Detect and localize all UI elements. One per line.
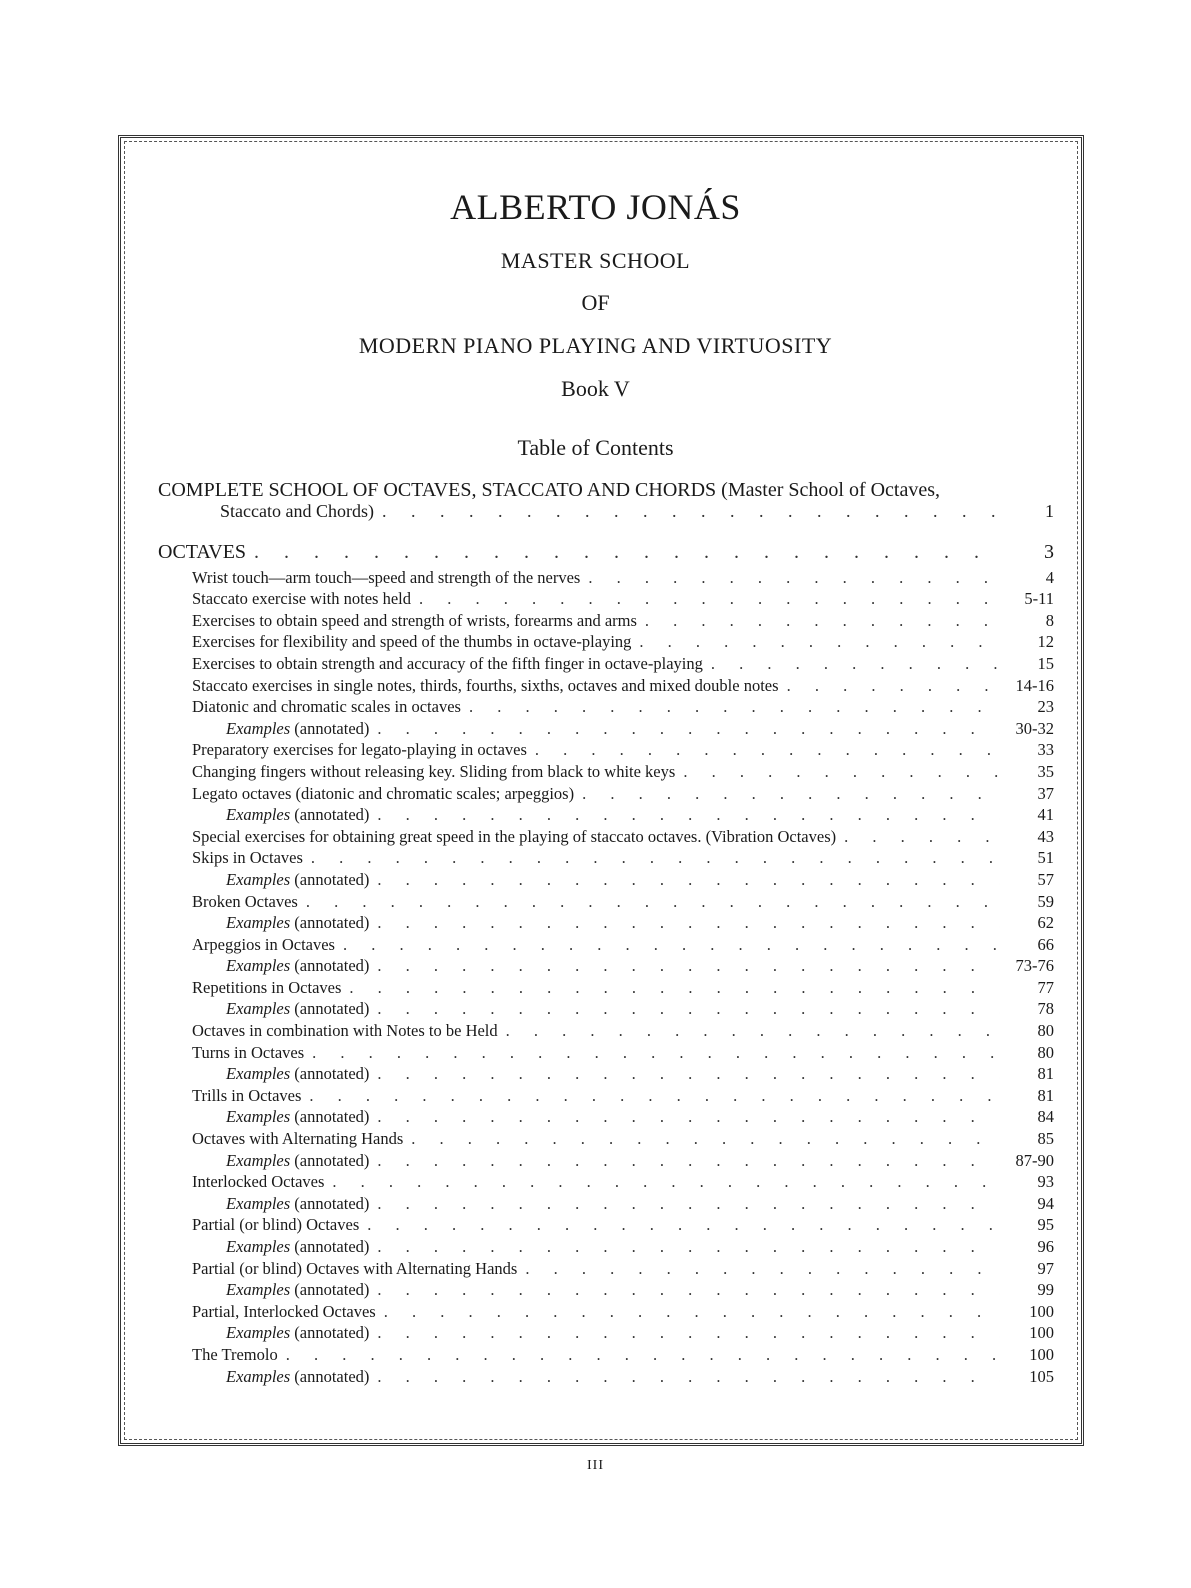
toc-label: Interlocked Octaves <box>192 1172 325 1192</box>
dot-leader <box>377 1193 1000 1215</box>
toc-page: 37 <box>1037 783 1054 803</box>
toc-page: 97 <box>1037 1258 1054 1278</box>
toc-page: 84 <box>1037 1107 1054 1127</box>
toc-page: 51 <box>1037 848 1054 868</box>
toc-entry <box>158 1171 1054 1193</box>
dot-leader <box>384 1301 1000 1323</box>
toc-page: 87-90 <box>1015 1150 1054 1170</box>
dot-leader <box>639 631 1000 653</box>
toc-label <box>226 1106 369 1128</box>
toc-label-suffix: (annotated) <box>294 805 370 825</box>
toc-page: 95 <box>1037 1215 1054 1235</box>
toc-label: Octaves with Alternating Hands <box>192 1129 404 1149</box>
toc-page: 66 <box>1037 934 1054 954</box>
toc-label-italic: Examples <box>226 999 291 1019</box>
toc-label-suffix: (annotated) <box>294 1237 370 1256</box>
toc-entry <box>158 955 1054 977</box>
toc-page: 100 <box>1029 1344 1054 1364</box>
toc-section-octaves <box>158 537 1054 567</box>
author-title: ALBERTO JONÁS <box>450 187 741 227</box>
toc-label: Turns in Octaves <box>192 1042 305 1062</box>
toc-label: Legato octaves (diatonic and chromatic scales; arpeggios) <box>192 783 575 803</box>
toc-entry <box>158 739 1054 761</box>
dot-leader <box>311 847 1000 869</box>
toc-label: Preparatory exercises for legato-playing in octaves <box>192 740 527 760</box>
dot-leader <box>377 804 1000 826</box>
toc-label: The Tremolo <box>192 1344 278 1364</box>
toc-entry <box>158 1366 1054 1388</box>
toc-page: 99 <box>1037 1280 1054 1300</box>
toc-label-suffix: (annotated) <box>294 1323 370 1343</box>
toc-label: Partial (or blind) Octaves <box>192 1215 360 1235</box>
dot-leader <box>343 934 1000 956</box>
toc-entry <box>158 718 1054 740</box>
toc-label <box>226 1236 369 1258</box>
toc-label-italic: Examples <box>226 1280 291 1300</box>
toc-entry <box>158 696 1054 718</box>
toc-label: Staccato exercise with notes held <box>192 589 412 609</box>
toc-label: OCTAVES <box>158 540 247 563</box>
toc-label <box>226 1279 369 1301</box>
toc-label-suffix: (annotated) <box>294 1280 370 1300</box>
dot-leader <box>377 869 1000 891</box>
toc-label <box>226 1366 369 1388</box>
dot-leader <box>377 1106 1000 1128</box>
toc-entry <box>158 1106 1054 1128</box>
toc-entry <box>158 783 1054 805</box>
toc-entry <box>158 998 1054 1020</box>
toc-label-italic: Examples <box>226 1150 291 1170</box>
of-title: OF <box>581 290 610 315</box>
toc-label: Staccato and Chords) <box>220 501 374 521</box>
toc-page: 100 <box>1029 1323 1054 1343</box>
dot-leader <box>844 826 1000 848</box>
toc-entry <box>158 1193 1054 1215</box>
toc-label: Staccato exercises in single notes, thirds, fourths, sixths, octaves and mixed double notes <box>192 675 779 695</box>
toc-entry <box>158 1344 1054 1366</box>
toc-entry <box>158 826 1054 848</box>
toc-page: 85 <box>1037 1129 1054 1149</box>
table-of-contents <box>158 479 1054 1387</box>
toc-entry <box>158 934 1054 956</box>
dot-leader <box>349 977 1000 999</box>
toc-label-italic: Examples <box>226 805 291 825</box>
toc-label-italic: Examples <box>226 718 291 738</box>
dot-leader <box>377 998 1000 1020</box>
school-title: MASTER SCHOOL <box>500 248 691 273</box>
toc-label-italic: Examples <box>226 1366 291 1386</box>
toc-entry <box>158 912 1054 934</box>
dot-leader <box>332 1171 1000 1193</box>
toc-label: Wrist touch—arm touch—speed and strength of the nerves <box>192 567 581 587</box>
dot-leader <box>377 1366 1000 1388</box>
toc-entry <box>158 1128 1054 1150</box>
toc-heading: Table of Contents <box>517 435 674 460</box>
toc-label-italic: Examples <box>226 1323 291 1343</box>
toc-page: 14-16 <box>1015 675 1054 695</box>
toc-label-italic: Examples <box>226 869 291 889</box>
toc-label: Diatonic and chromatic scales in octaves <box>192 697 461 717</box>
dot-leader <box>377 912 1000 934</box>
dot-leader <box>787 675 1000 697</box>
toc-entry <box>158 1042 1054 1064</box>
toc-entry <box>158 675 1054 697</box>
toc-entry <box>158 1236 1054 1258</box>
toc-label <box>226 869 369 891</box>
toc-entry <box>158 653 1054 675</box>
dot-leader <box>377 1150 1000 1172</box>
toc-label-suffix: (annotated) <box>294 718 370 738</box>
toc-label <box>226 1063 369 1085</box>
toc-label: Changing fingers without releasing key. Sliding from black to white keys <box>192 761 676 781</box>
dot-leader <box>506 1020 1000 1042</box>
toc-label-italic: Examples <box>226 913 291 933</box>
toc-entry <box>158 804 1054 826</box>
dot-leader <box>377 1279 1000 1301</box>
toc-entry <box>158 631 1054 653</box>
toc-page: 5-11 <box>1024 589 1054 609</box>
toc-label-italic: Examples <box>226 1064 291 1084</box>
toc-label: Broken Octaves <box>192 891 298 911</box>
subtitle: MODERN PIANO PLAYING AND VIRTUOSITY <box>358 333 833 358</box>
toc-label <box>226 998 369 1020</box>
toc-entry <box>158 1063 1054 1085</box>
toc-page: 81 <box>1037 1064 1054 1084</box>
dot-leader <box>419 588 1000 610</box>
toc-label-suffix: (annotated) <box>294 1150 370 1170</box>
dot-leader <box>411 1128 1000 1150</box>
dot-leader <box>312 1042 1000 1064</box>
toc-label <box>226 718 369 740</box>
toc-label: Arpeggios in Octaves <box>192 934 335 954</box>
toc-label <box>226 1150 369 1172</box>
toc-label-suffix: (annotated) <box>294 1107 370 1127</box>
toc-label: Partial, Interlocked Octaves <box>192 1301 376 1321</box>
toc-page: 43 <box>1037 826 1054 846</box>
toc-entry <box>158 847 1054 869</box>
dot-leader <box>645 610 1000 632</box>
toc-label: Exercises for flexibility and speed of the thumbs in octave-playing <box>192 632 632 652</box>
toc-label-suffix: (annotated) <box>294 999 370 1019</box>
toc-page: 77 <box>1037 977 1054 997</box>
dot-leader <box>377 1063 1000 1085</box>
toc-entry <box>158 1020 1054 1042</box>
toc-label-suffix: (annotated) <box>294 1064 370 1084</box>
toc-entry <box>158 977 1054 999</box>
toc-label <box>226 804 369 826</box>
toc-label-suffix: (annotated) <box>294 956 370 976</box>
toc-page: 62 <box>1037 913 1054 933</box>
toc-page: 80 <box>1037 1042 1054 1062</box>
toc-label-suffix: (annotated) <box>294 1193 370 1213</box>
toc-page: 80 <box>1037 1021 1054 1041</box>
toc-label <box>226 912 369 934</box>
toc-label-italic: Examples <box>226 1107 291 1127</box>
toc-page: 96 <box>1037 1237 1054 1256</box>
dot-leader <box>588 567 1000 589</box>
toc-page: 57 <box>1037 869 1054 889</box>
toc-page: 4 <box>1045 567 1054 587</box>
book-number: Book V <box>561 376 630 401</box>
toc-section-complete <box>158 479 1054 523</box>
dot-leader <box>525 1258 1000 1280</box>
dot-leader <box>377 955 1000 977</box>
toc-page: 8 <box>1045 610 1054 630</box>
toc-entry <box>158 610 1054 632</box>
toc-label <box>226 955 369 977</box>
toc-page: 94 <box>1037 1193 1054 1213</box>
toc-page: 12 <box>1037 632 1054 652</box>
dot-leader <box>535 739 1000 761</box>
dot-leader <box>309 1085 1000 1107</box>
toc-page: 78 <box>1037 999 1054 1019</box>
toc-page: 41 <box>1037 805 1054 825</box>
dot-leader <box>382 501 1000 523</box>
toc-page: 3 <box>1044 540 1054 563</box>
toc-page: 105 <box>1029 1366 1054 1386</box>
toc-page: 35 <box>1037 761 1054 781</box>
toc-page: 93 <box>1037 1172 1054 1192</box>
dot-leader <box>469 696 1000 718</box>
dot-leader <box>377 718 1000 740</box>
toc-label-suffix: (annotated) <box>294 913 370 933</box>
toc-entry <box>158 588 1054 610</box>
toc-page: 15 <box>1037 653 1054 673</box>
toc-entry <box>158 567 1054 589</box>
toc-page: 100 <box>1029 1301 1054 1321</box>
dot-leader <box>286 1344 1000 1366</box>
toc-page: 73-76 <box>1015 956 1054 976</box>
toc-label: Skips in Octaves <box>192 848 303 868</box>
dot-leader <box>683 761 1000 783</box>
toc-label-suffix: (annotated) <box>294 869 370 889</box>
toc-page: 23 <box>1037 697 1054 717</box>
toc-page: 33 <box>1037 740 1054 760</box>
toc-page: 81 <box>1037 1085 1054 1105</box>
toc-entry <box>158 1214 1054 1236</box>
toc-label-italic: Examples <box>226 1237 291 1256</box>
dot-leader <box>367 1214 1000 1236</box>
toc-label: Exercises to obtain strength and accuracy of the fifth finger in octave-playing <box>192 653 703 673</box>
toc-label-suffix: (annotated) <box>294 1366 370 1386</box>
toc-entry <box>158 1301 1054 1323</box>
dot-leader <box>711 653 1000 675</box>
page-folio: III <box>587 1458 604 1473</box>
toc-page: 1 <box>1045 501 1054 521</box>
toc-label: Special exercises for obtaining great speed in the playing of staccato octaves. (Vibration Octaves) <box>192 826 837 846</box>
dot-leader <box>377 1322 1000 1344</box>
toc-section-title: COMPLETE SCHOOL OF OCTAVES, STACCATO AND CHORDS (Master School of Octaves, <box>158 479 941 501</box>
toc-section-title-cont <box>158 501 1054 523</box>
toc-label: Trills in Octaves <box>192 1085 302 1105</box>
toc-label: Partial (or blind) Octaves with Alternating Hands <box>192 1258 518 1278</box>
toc-entry <box>158 869 1054 891</box>
toc-label <box>226 1193 369 1215</box>
toc-label: Octaves in combination with Notes to be Held <box>192 1021 498 1041</box>
toc-label: Exercises to obtain speed and strength of wrists, forearms and arms <box>192 610 637 630</box>
toc-label <box>226 1322 369 1344</box>
toc-label-italic: Examples <box>226 956 291 976</box>
toc-entry <box>158 1085 1054 1107</box>
toc-entry <box>158 761 1054 783</box>
dot-leader <box>377 1236 1000 1258</box>
toc-entry <box>158 1279 1054 1301</box>
dot-leader <box>306 891 1000 913</box>
toc-entries <box>158 567 1054 1388</box>
toc-label-italic: Examples <box>226 1193 291 1213</box>
toc-entry <box>158 1258 1054 1280</box>
toc-entry <box>158 1322 1054 1344</box>
toc-page: 30-32 <box>1015 718 1054 738</box>
dot-leader <box>582 783 1000 805</box>
toc-label: Repetitions in Octaves <box>192 977 342 997</box>
dot-leader <box>254 537 1000 567</box>
toc-entry <box>158 891 1054 913</box>
toc-page: 59 <box>1037 891 1054 911</box>
toc-entry <box>158 1150 1054 1172</box>
